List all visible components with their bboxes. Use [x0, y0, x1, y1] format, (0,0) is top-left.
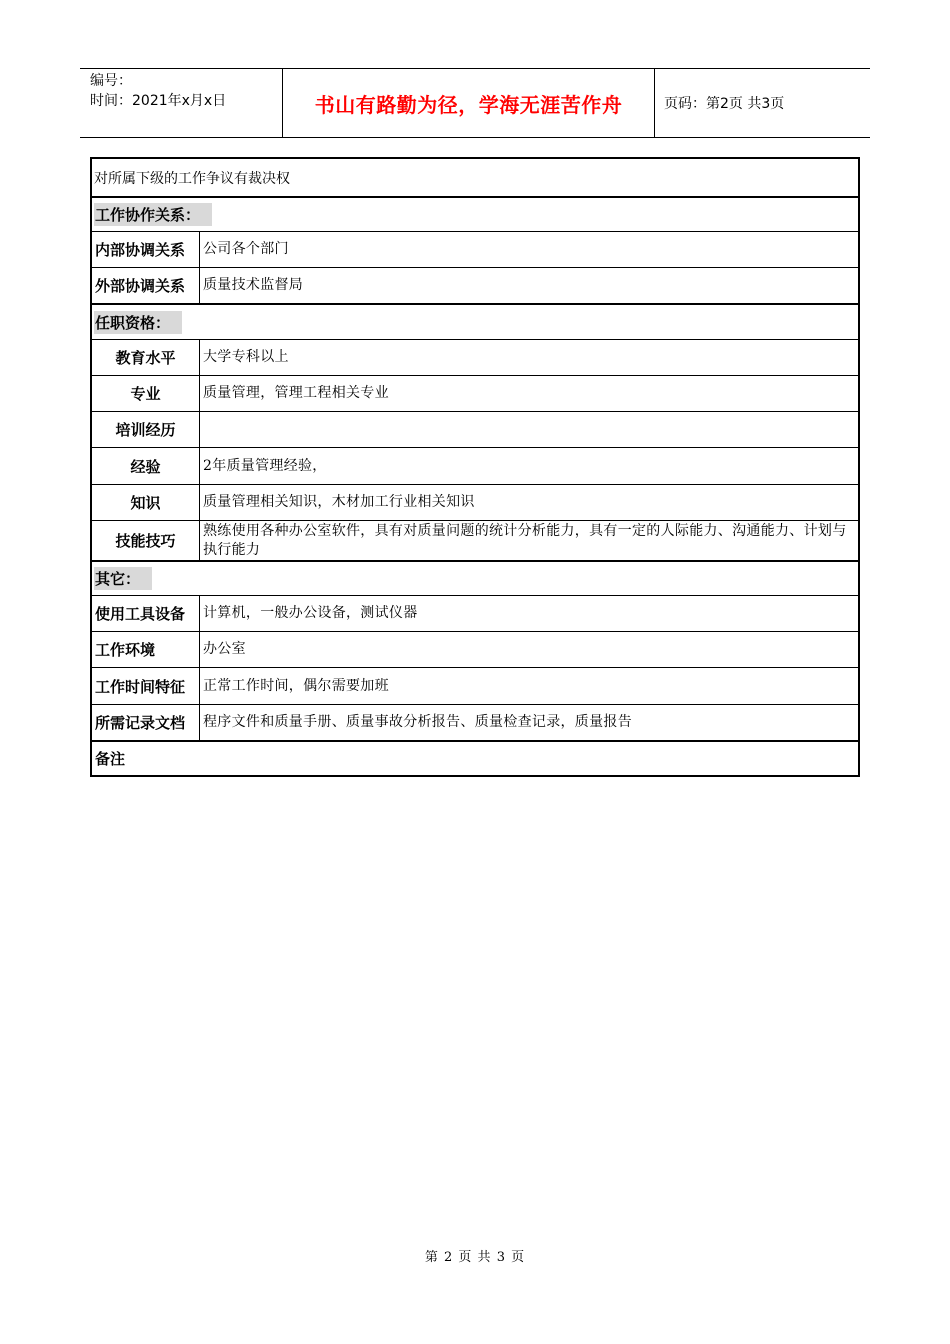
training-label: 培训经历 — [92, 412, 200, 447]
job-description-table — [90, 157, 860, 777]
table-row — [92, 520, 858, 560]
authority-text: 对所属下级的工作争议有裁决权 — [94, 170, 290, 187]
page-footer: 第 2 页 共 3 页 — [424, 1250, 526, 1265]
tools-label: 使用工具设备 — [92, 596, 200, 631]
experience-value: 2年质量管理经验， — [203, 457, 327, 474]
collab-section-row — [92, 196, 858, 231]
remark-section-header: 备注 — [95, 750, 126, 768]
records-value: 程序文件和质量手册、质量事故分析报告、质量检查记录，质量报告 — [203, 714, 632, 730]
table-row — [92, 339, 858, 375]
skills-value: 熟练使用各种办公室软件，具有对质量问题的统计分析能力，具有一定的人际能力、沟通能力、计划与执行能力 — [203, 522, 847, 558]
environment-value: 办公室 — [203, 641, 246, 657]
authority-row — [92, 159, 858, 196]
knowledge-value: 质量管理相关知识，木材加工行业相关知识 — [203, 494, 475, 510]
table-row — [92, 484, 858, 520]
table-row — [92, 267, 858, 303]
tools-value: 计算机，一般办公设备，测试仪器 — [203, 605, 418, 621]
remark-section-row — [92, 740, 858, 775]
education-label: 教育水平 — [92, 340, 200, 375]
table-row — [92, 667, 858, 704]
table-row — [92, 704, 858, 740]
skills-label: 技能技巧 — [92, 521, 200, 560]
table-row — [92, 375, 858, 411]
internal-coordination-label: 内部协调关系 — [92, 232, 200, 267]
external-coordination-value: 质量技术监督局 — [203, 277, 304, 293]
header-divider — [654, 69, 655, 137]
document-time-label: 时间：2021年x月x日 — [90, 93, 227, 109]
table-row — [92, 595, 858, 631]
table-row — [92, 231, 858, 267]
work-hours-label: 工作时间特征 — [92, 668, 200, 704]
document-number-label: 编号： — [90, 73, 132, 89]
qualification-section-row — [92, 303, 858, 339]
knowledge-label: 知识 — [92, 485, 200, 520]
major-label: 专业 — [92, 376, 200, 411]
collab-section-header: 工作协作关系： — [92, 198, 858, 231]
experience-label: 经验 — [92, 448, 200, 484]
work-hours-value: 正常工作时间，偶尔需要加班 — [203, 677, 389, 694]
header-meta — [90, 71, 280, 111]
table-row — [92, 447, 858, 484]
major-value: 质量管理，管理工程相关专业 — [203, 385, 389, 401]
header-page-number: 页码：第2页 共3页 — [664, 96, 785, 112]
table-row — [92, 631, 858, 667]
internal-coordination-value: 公司各个部门 — [203, 241, 289, 257]
training-value — [200, 412, 858, 447]
header-motto: 书山有路勤为径，学海无涯苦作舟 — [314, 92, 623, 117]
other-section-row — [92, 560, 858, 595]
other-section-header: 其它： — [92, 562, 858, 595]
external-coordination-label: 外部协调关系 — [92, 268, 200, 303]
records-label: 所需记录文档 — [92, 705, 200, 740]
table-row — [92, 411, 858, 447]
qualification-section-header: 任职资格： — [92, 305, 858, 339]
page-header — [80, 68, 870, 138]
environment-label: 工作环境 — [92, 632, 200, 667]
education-value: 大学专科以上 — [203, 349, 289, 365]
